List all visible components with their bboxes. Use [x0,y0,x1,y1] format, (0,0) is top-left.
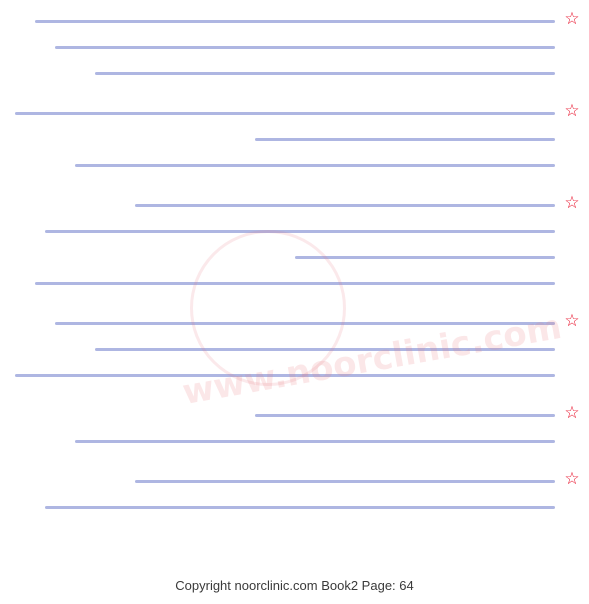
paragraph-text [6,8,561,86]
paragraph-3 [6,192,583,296]
text-line [6,310,555,336]
text-placeholder [75,164,555,167]
page-footer: Copyright noorclinic.com Book2 Page: 64 [175,578,414,593]
text-line [6,362,555,388]
text-placeholder [75,440,555,443]
star-bullet-icon: ☆ [564,9,580,29]
star-bullet-icon: ☆ [564,469,580,489]
paragraph-text [6,402,561,454]
paragraph-1 [6,8,583,86]
paragraph-text [6,100,561,178]
text-line [6,192,555,218]
text-placeholder [15,112,555,115]
text-line [6,336,555,362]
text-placeholder [95,72,555,75]
paragraph-text [6,310,561,388]
star-bullet-icon: ☆ [564,403,580,423]
paragraph-5 [6,402,583,454]
text-line [6,468,555,494]
watermark-text: www.noorclinic.com [179,306,565,414]
text-line [6,152,555,178]
text-line [6,428,555,454]
paragraph-4 [6,310,583,388]
text-placeholder [255,414,555,417]
text-placeholder [35,20,555,23]
star-bullet-icon: ☆ [564,311,580,331]
text-placeholder [255,138,555,141]
text-placeholder [135,480,555,483]
text-line [6,34,555,60]
text-line [6,8,555,34]
text-placeholder [95,348,555,351]
paragraph-2 [6,100,583,178]
paragraph-list [6,8,583,520]
text-placeholder [55,46,555,49]
text-line [6,60,555,86]
text-line [6,218,555,244]
text-line [6,402,555,428]
text-line [6,270,555,296]
text-line [6,494,555,520]
text-line [6,126,555,152]
paragraph-text [6,468,561,520]
document-page [6,8,583,568]
paragraph-6 [6,468,583,520]
text-placeholder [45,506,555,509]
star-bullet-icon: ☆ [564,193,580,213]
paragraph-text [6,192,561,296]
star-bullet-icon: ☆ [564,101,580,121]
text-placeholder [55,322,555,325]
text-placeholder [15,374,555,377]
text-line [6,244,555,270]
text-placeholder [135,204,555,207]
text-line [6,100,555,126]
text-placeholder [35,282,555,285]
text-placeholder [45,230,555,233]
text-placeholder [295,256,555,259]
